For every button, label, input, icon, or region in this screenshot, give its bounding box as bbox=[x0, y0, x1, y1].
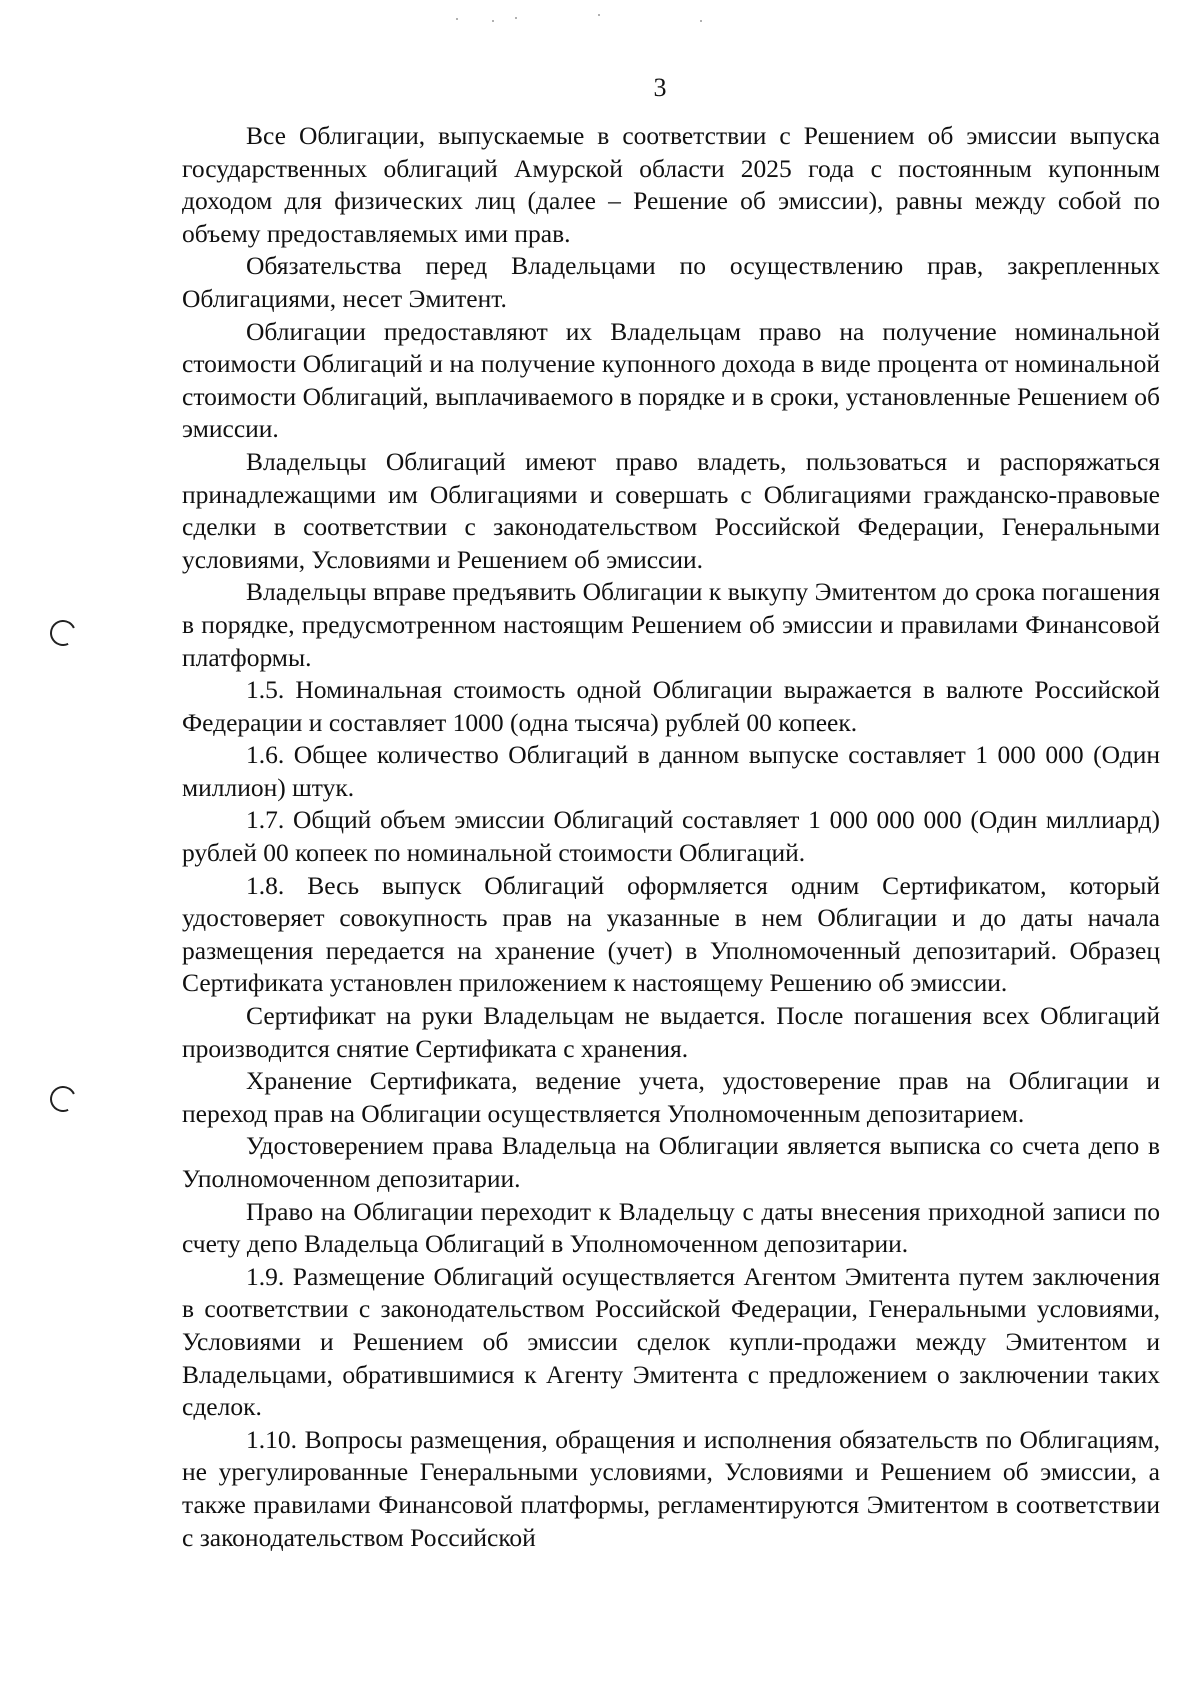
binder-hole-mark bbox=[46, 1082, 79, 1115]
paragraph: Удостоверением права Владельца на Облигации является выписка со счета депо в Уполномоченном депозитарии. bbox=[182, 1131, 1160, 1193]
scan-speck bbox=[598, 14, 600, 16]
paragraph: Хранение Сертификата, ведение учета, удостоверение прав на Облигации и переход прав на Облигации осуществляется Уполномоченным депозитарием. bbox=[182, 1066, 1160, 1128]
scan-speck bbox=[492, 20, 494, 22]
clause-1-9: 1.9. Размещение Облигаций осуществляется Агентом Эмитента путем заключения в соответствии с законодательством Российской Федерации, Генеральными условиями, Условиями и Решением об эмиссии сделок купли-продажи между Эмитентом и Владельцами, обратившимися к Агенту Эмитента с предложением о заключении таких сделок. bbox=[182, 1261, 1160, 1422]
clause-1-7: 1.7. Общий объем эмиссии Облигаций составляет 1 000 000 000 (Один миллиард) рублей 00 копеек по номинальной стоимости Облигаций. bbox=[182, 805, 1160, 868]
scan-speck bbox=[515, 17, 517, 19]
paragraph: Владельцы вправе предъявить Облигации к выкупу Эмитентом до срока погашения в порядке, предусмотренном настоящим Решением об эмиссии и правилами Финансовой платформы. bbox=[182, 577, 1160, 672]
paragraph: Все Облигации, выпускаемые в соответствии с Решением об эмиссии выпуска государственных облигаций Амурской области 2025 года с постоянным купонным доходом для физических лиц (далее – Решение об эмиссии), равны между собой по объему предоставляемых ими прав. bbox=[182, 121, 1160, 248]
paragraph: Право на Облигации переходит к Владельцу с даты внесения приходной записи по счету депо Владельца Облигаций в Уполномоченном депозитарии. bbox=[182, 1196, 1160, 1259]
clause-1-8: 1.8. Весь выпуск Облигаций оформляется одним Сертификатом, который удостоверяет совокупность прав на указанные в нем Облигации и до даты начала размещения передается на хранение (учет) в Уполномоченный депозитарий. Образец Сертификата установлен приложением к настоящему Решению об эмиссии. bbox=[182, 870, 1160, 998]
paragraph: Обязательства перед Владельцами по осуществлению прав, закрепленных Облигациями, несет Эмитент. bbox=[182, 251, 1160, 313]
binder-hole-mark bbox=[46, 616, 79, 649]
document-body bbox=[182, 120, 1160, 1554]
clause-1-5: 1.5. Номинальная стоимость одной Облигации выражается в валюте Российской Федерации и составляет 1000 (одна тысяча) рублей 00 копеек. bbox=[182, 675, 1160, 737]
scan-speck bbox=[456, 18, 458, 20]
paragraph: Сертификат на руки Владельцам не выдается. После погашения всех Облигаций производится снятие Сертификата с хранения. bbox=[182, 1001, 1160, 1063]
clause-1-6: 1.6. Общее количество Облигаций в данном выпуске составляет 1 000 000 (Один миллион) штук. bbox=[182, 740, 1160, 802]
clause-1-10: 1.10. Вопросы размещения, обращения и исполнения обязательств по Облигациям, не урегулированные Генеральными условиями, Условиями и Решением об эмиссии, а также правилами Финансовой платформы, регламентируются Эмитентом в соответствии с законодательством Российской bbox=[182, 1424, 1160, 1552]
paragraph: Владельцы Облигаций имеют право владеть, пользоваться и распоряжаться принадлежащими им Облигациями и совершать с Облигациями гражданско-правовые сделки в соответствии с законодательством Российской Федерации, Генеральными условиями, Условиями и Решением об эмиссии. bbox=[182, 446, 1160, 574]
scan-speck bbox=[700, 20, 702, 22]
page-number: 3 bbox=[653, 73, 667, 102]
paragraph: Облигации предоставляют их Владельцам право на получение номинальной стоимости Облигаций и на получение купонного дохода в виде процента от номинальной стоимости Облигаций, выплачиваемого в порядке и в сроки, установленные Решением об эмиссии. bbox=[182, 316, 1160, 444]
